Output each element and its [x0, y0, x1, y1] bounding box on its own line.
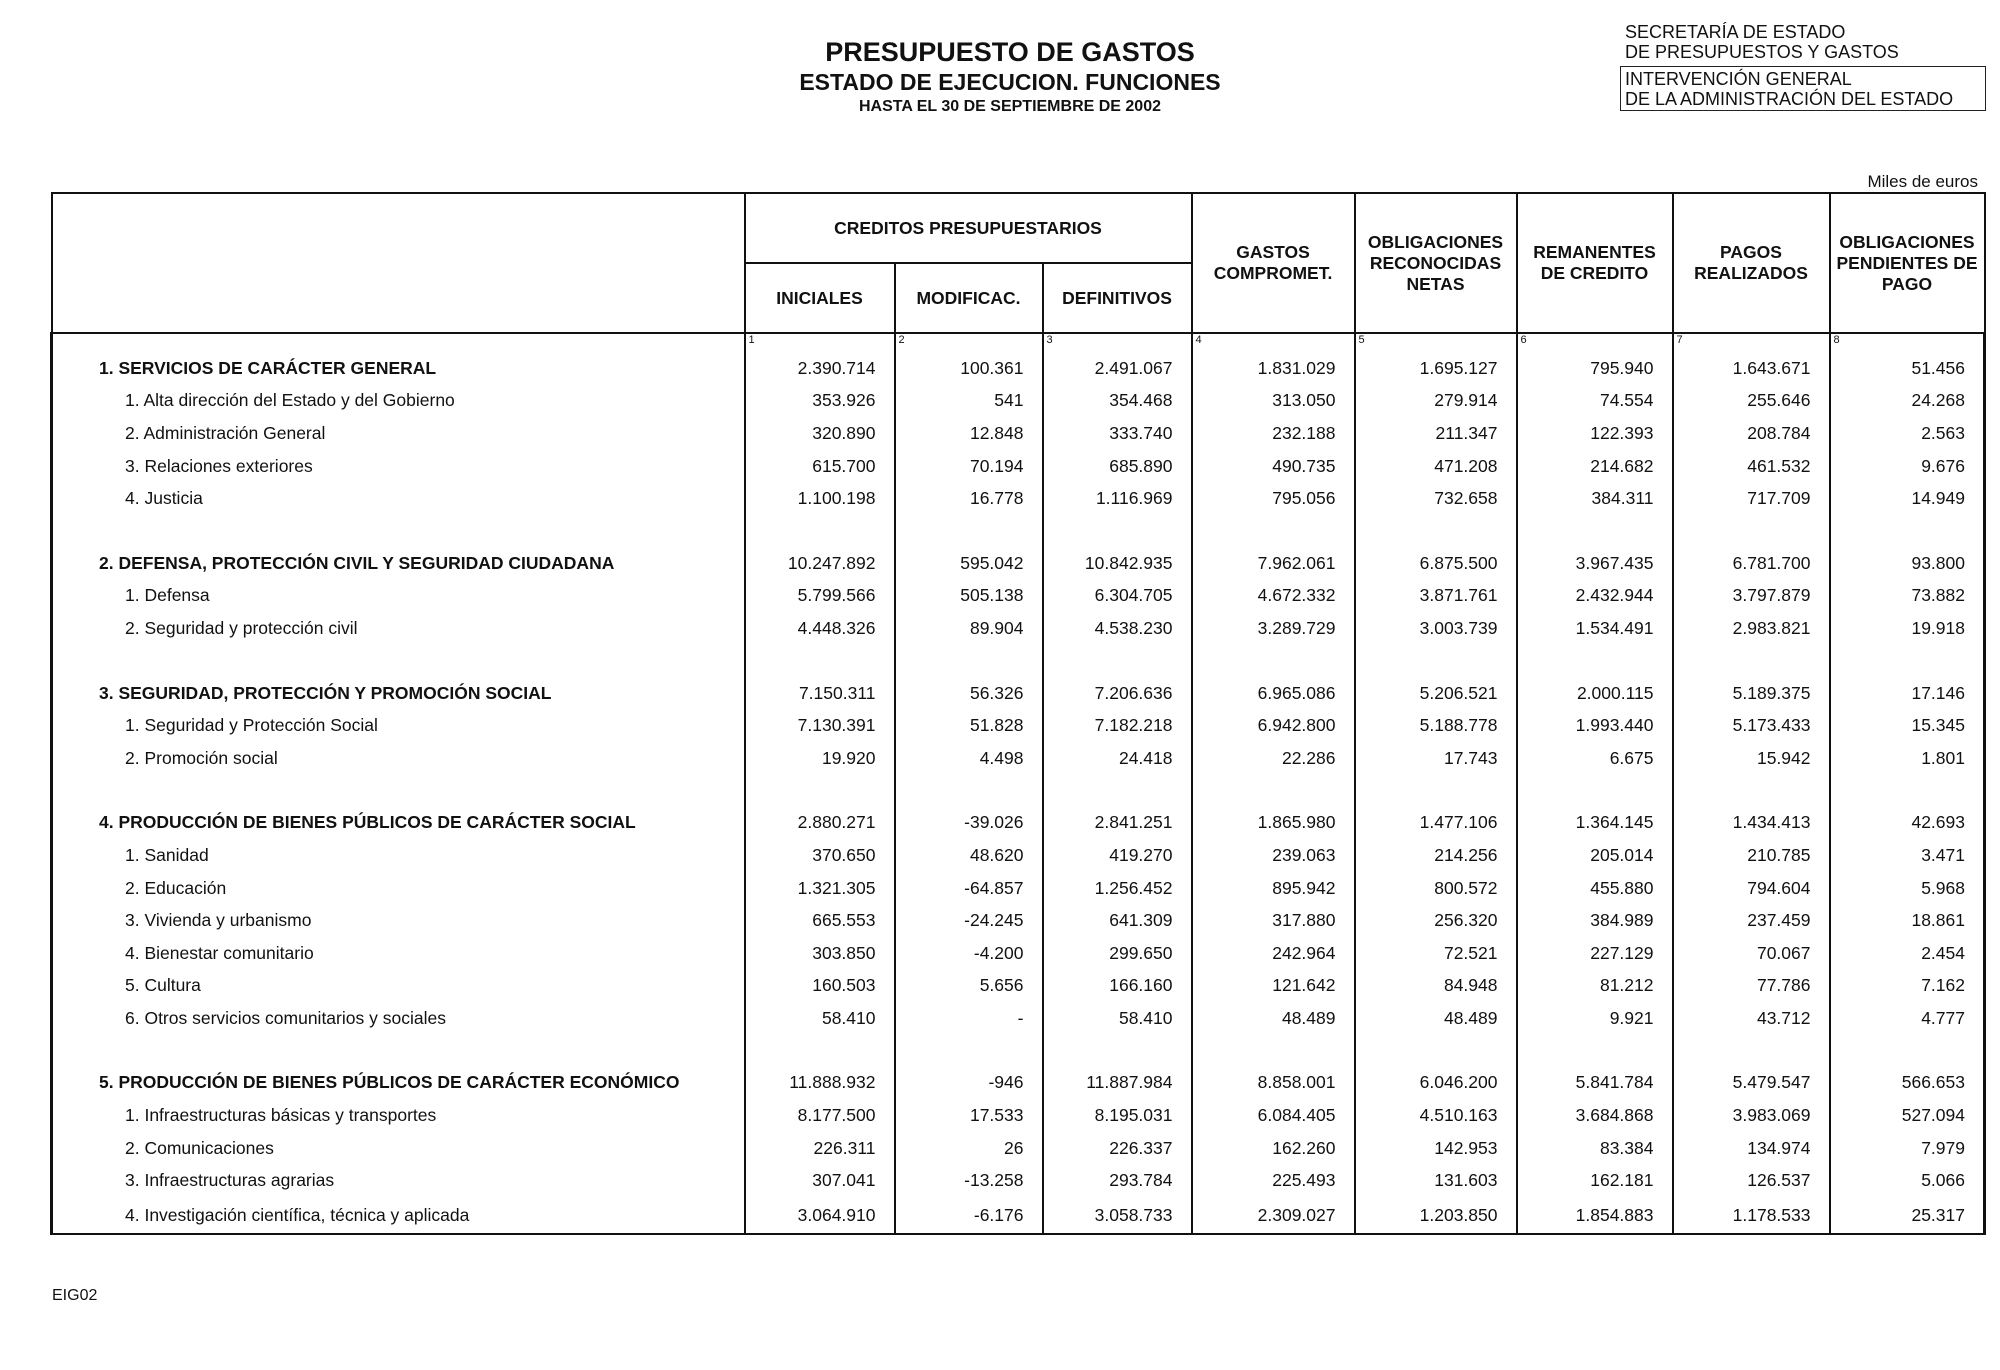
cell-value: 77.786 [1673, 970, 1830, 1003]
cell-value: -6.176 [895, 1197, 1043, 1234]
cell-value: -24.245 [895, 904, 1043, 937]
cell-value: 227.129 [1517, 937, 1673, 970]
cell-value: 2.454 [1830, 937, 1985, 970]
category-row [52, 547, 1985, 580]
cell-value: 2.880.271 [745, 807, 895, 840]
cell-value: 527.094 [1830, 1099, 1985, 1132]
cell-value: 7.206.636 [1043, 677, 1192, 710]
cell-value: 83.384 [1517, 1132, 1673, 1165]
cell-value: 471.208 [1355, 450, 1517, 483]
col-header-gastos: GASTOS COMPROMET. [1192, 193, 1355, 333]
cell-value: 48.489 [1355, 1002, 1517, 1035]
cell-value: 5.189.375 [1673, 677, 1830, 710]
col-header-remanentes: REMANENTES DE CREDITO [1517, 193, 1673, 333]
cell-value: 1.321.305 [745, 872, 895, 905]
cell-value: 22.286 [1192, 742, 1355, 775]
cell-value: 5.656 [895, 970, 1043, 1003]
cell-value: 3.058.733 [1043, 1197, 1192, 1234]
subcategory-row [52, 1197, 1985, 1234]
cell-value: 12.848 [895, 417, 1043, 450]
cell-value: 3.871.761 [1355, 580, 1517, 613]
creditos-group-header: CREDITOS PRESUPUESTARIOS [745, 193, 1192, 263]
cell-value: 210.785 [1673, 839, 1830, 872]
cell-value: 2.983.821 [1673, 612, 1830, 645]
cell-value: 299.650 [1043, 937, 1192, 970]
spacer-row [52, 1035, 1985, 1067]
cell-value: 24.268 [1830, 385, 1985, 418]
cell-value: 3.983.069 [1673, 1099, 1830, 1132]
cell-value: 490.735 [1192, 450, 1355, 483]
row-label: 3. Infraestructuras agrarias [52, 1164, 745, 1197]
row-label: 1. SERVICIOS DE CARÁCTER GENERAL [52, 352, 745, 385]
cell-value: 1.865.980 [1192, 807, 1355, 840]
row-label: 1. Infraestructuras básicas y transportes [52, 1099, 745, 1132]
subcategory-row [52, 1132, 1985, 1165]
category-row [52, 807, 1985, 840]
col-header-modificac: MODIFICAC. [895, 263, 1043, 333]
column-number-row [52, 333, 1985, 352]
cell-value: 17.533 [895, 1099, 1043, 1132]
cell-value: 226.311 [745, 1132, 895, 1165]
cell-value: 7.962.061 [1192, 547, 1355, 580]
subcategory-row [52, 937, 1985, 970]
cell-value: 166.160 [1043, 970, 1192, 1003]
cell-value: 2.841.251 [1043, 807, 1192, 840]
col-header-obligaciones: OBLIGACIONES RECONOCIDAS NETAS [1355, 193, 1517, 333]
cell-value: 142.953 [1355, 1132, 1517, 1165]
cell-value: 43.712 [1673, 1002, 1830, 1035]
cell-value: 73.882 [1830, 580, 1985, 613]
units-label: Miles de euros [1867, 172, 1978, 191]
cell-value: 313.050 [1192, 385, 1355, 418]
cell-value: 4.777 [1830, 1002, 1985, 1035]
subcategory-row [52, 450, 1985, 483]
cell-value: 800.572 [1355, 872, 1517, 905]
row-label: 3. Vivienda y urbanismo [52, 904, 745, 937]
row-label: 1. Seguridad y Protección Social [52, 709, 745, 742]
cell-value: 89.904 [895, 612, 1043, 645]
subcategory-row [52, 904, 1985, 937]
agency-line-2: DE PRESUPUESTOS Y GASTOS [1625, 42, 1899, 62]
row-label: 5. PRODUCCIÓN DE BIENES PÚBLICOS DE CARÁCTER ECONÓMICO [52, 1067, 745, 1100]
cell-value: -4.200 [895, 937, 1043, 970]
category-row [52, 677, 1985, 710]
cell-value: 58.410 [1043, 1002, 1192, 1035]
cell-value: 11.887.984 [1043, 1067, 1192, 1100]
subcategory-row [52, 839, 1985, 872]
report-title: PRESUPUESTO DE GASTOS [825, 37, 1195, 67]
agency-line-4: DE LA ADMINISTRACIÓN DEL ESTADO [1625, 89, 1954, 109]
cell-value: 6.304.705 [1043, 580, 1192, 613]
cell-value: 162.181 [1517, 1164, 1673, 1197]
cell-value: 370.650 [745, 839, 895, 872]
cell-value: 72.521 [1355, 937, 1517, 970]
cell-value: 1.116.969 [1043, 482, 1192, 515]
cell-value: 84.948 [1355, 970, 1517, 1003]
cell-value: 1.178.533 [1673, 1197, 1830, 1234]
row-label: 6. Otros servicios comunitarios y sociales [52, 1002, 745, 1035]
cell-value: 354.468 [1043, 385, 1192, 418]
cell-value: 5.173.433 [1673, 709, 1830, 742]
agency-box [1620, 66, 1986, 111]
cell-value: 51.828 [895, 709, 1043, 742]
row-label: 4. Bienestar comunitario [52, 937, 745, 970]
cell-value: -13.258 [895, 1164, 1043, 1197]
cell-value: 5.799.566 [745, 580, 895, 613]
cell-value: 9.676 [1830, 450, 1985, 483]
subcategory-row [52, 1002, 1985, 1035]
row-label: 2. Seguridad y protección civil [52, 612, 745, 645]
col-number: 5 [1355, 333, 1517, 352]
cell-value: 24.418 [1043, 742, 1192, 775]
cell-value: 2.000.115 [1517, 677, 1673, 710]
cell-value: 732.658 [1355, 482, 1517, 515]
row-label: 2. Administración General [52, 417, 745, 450]
cell-value: 4.538.230 [1043, 612, 1192, 645]
subcategory-row [52, 872, 1985, 905]
spacer-row [52, 775, 1985, 807]
cell-value: 3.471 [1830, 839, 1985, 872]
row-label: 2. DEFENSA, PROTECCIÓN CIVIL Y SEGURIDAD CIUDADANA [52, 547, 745, 580]
cell-value: 2.491.067 [1043, 352, 1192, 385]
cell-value: - [895, 1002, 1043, 1035]
cell-value: 3.289.729 [1192, 612, 1355, 645]
cell-value: -64.857 [895, 872, 1043, 905]
cell-value: 126.537 [1673, 1164, 1830, 1197]
budget-table [50, 192, 1986, 1235]
cell-value: 205.014 [1517, 839, 1673, 872]
report-title-block [700, 36, 1320, 118]
cell-value: 2.563 [1830, 417, 1985, 450]
cell-value: 14.949 [1830, 482, 1985, 515]
cell-value: 121.642 [1192, 970, 1355, 1003]
cell-value: 15.942 [1673, 742, 1830, 775]
cell-value: 5.841.784 [1517, 1067, 1673, 1100]
cell-value: 795.940 [1517, 352, 1673, 385]
cell-value: 48.489 [1192, 1002, 1355, 1035]
cell-value: 214.256 [1355, 839, 1517, 872]
row-label: 2. Promoción social [52, 742, 745, 775]
cell-value: 1.256.452 [1043, 872, 1192, 905]
cell-value: 4.448.326 [745, 612, 895, 645]
report-subtitle: ESTADO DE EJECUCION. FUNCIONES [799, 69, 1221, 95]
row-label: 1. Alta dirección del Estado y del Gobierno [52, 385, 745, 418]
cell-value: 4.510.163 [1355, 1099, 1517, 1132]
cell-value: 162.260 [1192, 1132, 1355, 1165]
cell-value: 8.195.031 [1043, 1099, 1192, 1132]
cell-value: 226.337 [1043, 1132, 1192, 1165]
cell-value: 255.646 [1673, 385, 1830, 418]
cell-value: 10.842.935 [1043, 547, 1192, 580]
cell-value: 6.781.700 [1673, 547, 1830, 580]
agency-line-1: SECRETARÍA DE ESTADO [1625, 22, 1846, 42]
cell-value: 211.347 [1355, 417, 1517, 450]
cell-value: 242.964 [1192, 937, 1355, 970]
cell-value: 18.861 [1830, 904, 1985, 937]
subcategory-row [52, 970, 1985, 1003]
cell-value: 26 [895, 1132, 1043, 1165]
cell-value: 3.684.868 [1517, 1099, 1673, 1132]
cell-value: 4.498 [895, 742, 1043, 775]
cell-value: 353.926 [745, 385, 895, 418]
cell-value: 225.493 [1192, 1164, 1355, 1197]
agency-line-3: INTERVENCIÓN GENERAL [1625, 69, 1852, 89]
cell-value: 795.056 [1192, 482, 1355, 515]
cell-value: 307.041 [745, 1164, 895, 1197]
cell-value: 5.479.547 [1673, 1067, 1830, 1100]
spacer-row [52, 515, 1985, 547]
col-header-iniciales: INICIALES [745, 263, 895, 333]
cell-value: 7.130.391 [745, 709, 895, 742]
cell-value: 333.740 [1043, 417, 1192, 450]
cell-value: 794.604 [1673, 872, 1830, 905]
subcategory-row [52, 580, 1985, 613]
cell-value: 25.317 [1830, 1197, 1985, 1234]
budget-table-body [52, 333, 1985, 1234]
cell-value: 160.503 [745, 970, 895, 1003]
cell-value: 9.921 [1517, 1002, 1673, 1035]
row-label: 4. Investigación científica, técnica y aplicada [52, 1197, 745, 1234]
cell-value: 51.456 [1830, 352, 1985, 385]
cell-value: 5.968 [1830, 872, 1985, 905]
cell-value: 384.311 [1517, 482, 1673, 515]
report-period: HASTA EL 30 DE SEPTIEMBRE DE 2002 [858, 98, 1161, 115]
cell-value: 81.212 [1517, 970, 1673, 1003]
cell-value: 3.003.739 [1355, 612, 1517, 645]
cell-value: 1.477.106 [1355, 807, 1517, 840]
cell-value: 279.914 [1355, 385, 1517, 418]
cell-value: 505.138 [895, 580, 1043, 613]
col-number: 1 [745, 333, 895, 352]
category-row [52, 1067, 1985, 1100]
label-column-header [52, 193, 745, 333]
cell-value: 6.875.500 [1355, 547, 1517, 580]
subcategory-row [52, 417, 1985, 450]
cell-value: 100.361 [895, 352, 1043, 385]
cell-value: 6.965.086 [1192, 677, 1355, 710]
cell-value: 8.177.500 [745, 1099, 895, 1132]
cell-value: 2.309.027 [1192, 1197, 1355, 1234]
cell-value: 1.831.029 [1192, 352, 1355, 385]
cell-value: 1.854.883 [1517, 1197, 1673, 1234]
cell-value: 93.800 [1830, 547, 1985, 580]
subcategory-row [52, 1164, 1985, 1197]
cell-value: 7.182.218 [1043, 709, 1192, 742]
cell-value: 42.693 [1830, 807, 1985, 840]
cell-value: 15.345 [1830, 709, 1985, 742]
subcategory-row [52, 742, 1985, 775]
cell-value: 1.434.413 [1673, 807, 1830, 840]
cell-value: 455.880 [1517, 872, 1673, 905]
cell-value: 58.410 [745, 1002, 895, 1035]
row-label: 2. Comunicaciones [52, 1132, 745, 1165]
row-label: 5. Cultura [52, 970, 745, 1003]
cell-value: 6.675 [1517, 742, 1673, 775]
cell-value: 3.967.435 [1517, 547, 1673, 580]
col-header-definitivos: DEFINITIVOS [1043, 263, 1192, 333]
cell-value: 615.700 [745, 450, 895, 483]
cell-value: 1.993.440 [1517, 709, 1673, 742]
subcategory-row [52, 612, 1985, 645]
cell-value: 1.534.491 [1517, 612, 1673, 645]
subcategory-row [52, 1099, 1985, 1132]
cell-value: 17.146 [1830, 677, 1985, 710]
cell-value: 303.850 [745, 937, 895, 970]
cell-value: -946 [895, 1067, 1043, 1100]
cell-value: 48.620 [895, 839, 1043, 872]
cell-value: 10.247.892 [745, 547, 895, 580]
subcategory-row [52, 482, 1985, 515]
cell-value: 1.364.145 [1517, 807, 1673, 840]
cell-value: 134.974 [1673, 1132, 1830, 1165]
cell-value: 70.067 [1673, 937, 1830, 970]
spacer-row [52, 645, 1985, 677]
col-number: 8 [1830, 333, 1985, 352]
agency-block [1620, 22, 1986, 111]
cell-value: 541 [895, 385, 1043, 418]
cell-value: 208.784 [1673, 417, 1830, 450]
cell-value: 1.801 [1830, 742, 1985, 775]
cell-value: 7.150.311 [745, 677, 895, 710]
cell-value: 1.695.127 [1355, 352, 1517, 385]
row-label: 3. Relaciones exteriores [52, 450, 745, 483]
col-number: 6 [1517, 333, 1673, 352]
col-number: 7 [1673, 333, 1830, 352]
cell-value: 214.682 [1517, 450, 1673, 483]
cell-value: 665.553 [745, 904, 895, 937]
document-code: EIG02 [52, 1287, 98, 1304]
col-number: 2 [895, 333, 1043, 352]
cell-value: 595.042 [895, 547, 1043, 580]
cell-value: 256.320 [1355, 904, 1517, 937]
col-header-pagos: PAGOS REALIZADOS [1673, 193, 1830, 333]
cell-value: 3.064.910 [745, 1197, 895, 1234]
cell-value: 566.653 [1830, 1067, 1985, 1100]
col-header-pendientes: OBLIGACIONES PENDIENTES DE PAGO [1830, 193, 1985, 333]
row-label: 4. PRODUCCIÓN DE BIENES PÚBLICOS DE CARÁCTER SOCIAL [52, 807, 745, 840]
cell-value: 70.194 [895, 450, 1043, 483]
cell-value: 16.778 [895, 482, 1043, 515]
cell-value: 19.918 [1830, 612, 1985, 645]
cell-value: 122.393 [1517, 417, 1673, 450]
cell-value: 74.554 [1517, 385, 1673, 418]
cell-value: 5.188.778 [1355, 709, 1517, 742]
cell-value: 1.100.198 [745, 482, 895, 515]
cell-value: 2.432.944 [1517, 580, 1673, 613]
cell-value: 317.880 [1192, 904, 1355, 937]
row-label: 1. Sanidad [52, 839, 745, 872]
cell-value: 384.989 [1517, 904, 1673, 937]
cell-value: 5.206.521 [1355, 677, 1517, 710]
cell-value: 6.084.405 [1192, 1099, 1355, 1132]
cell-value: 11.888.932 [745, 1067, 895, 1100]
row-label: 4. Justicia [52, 482, 745, 515]
cell-value: 232.188 [1192, 417, 1355, 450]
cell-value: 19.920 [745, 742, 895, 775]
cell-value: 461.532 [1673, 450, 1830, 483]
col-number: 4 [1192, 333, 1355, 352]
cell-value: 3.797.879 [1673, 580, 1830, 613]
category-row [52, 352, 1985, 385]
col-number: 3 [1043, 333, 1192, 352]
cell-value: 7.162 [1830, 970, 1985, 1003]
cell-value: 685.890 [1043, 450, 1192, 483]
cell-value: 419.270 [1043, 839, 1192, 872]
row-label: 3. SEGURIDAD, PROTECCIÓN Y PROMOCIÓN SOCIAL [52, 677, 745, 710]
cell-value: 293.784 [1043, 1164, 1192, 1197]
cell-value: 7.979 [1830, 1132, 1985, 1165]
cell-value: 717.709 [1673, 482, 1830, 515]
cell-value: 6.942.800 [1192, 709, 1355, 742]
cell-value: -39.026 [895, 807, 1043, 840]
cell-value: 2.390.714 [745, 352, 895, 385]
cell-value: 1.203.850 [1355, 1197, 1517, 1234]
cell-value: 5.066 [1830, 1164, 1985, 1197]
cell-value: 131.603 [1355, 1164, 1517, 1197]
cell-value: 6.046.200 [1355, 1067, 1517, 1100]
cell-value: 56.326 [895, 677, 1043, 710]
cell-value: 239.063 [1192, 839, 1355, 872]
row-label: 1. Defensa [52, 580, 745, 613]
cell-value: 17.743 [1355, 742, 1517, 775]
cell-value: 4.672.332 [1192, 580, 1355, 613]
cell-value: 320.890 [745, 417, 895, 450]
row-label: 2. Educación [52, 872, 745, 905]
subcategory-row [52, 385, 1985, 418]
cell-value: 895.942 [1192, 872, 1355, 905]
cell-value: 237.459 [1673, 904, 1830, 937]
cell-value: 641.309 [1043, 904, 1192, 937]
subcategory-row [52, 709, 1985, 742]
cell-value: 8.858.001 [1192, 1067, 1355, 1100]
cell-value: 1.643.671 [1673, 352, 1830, 385]
